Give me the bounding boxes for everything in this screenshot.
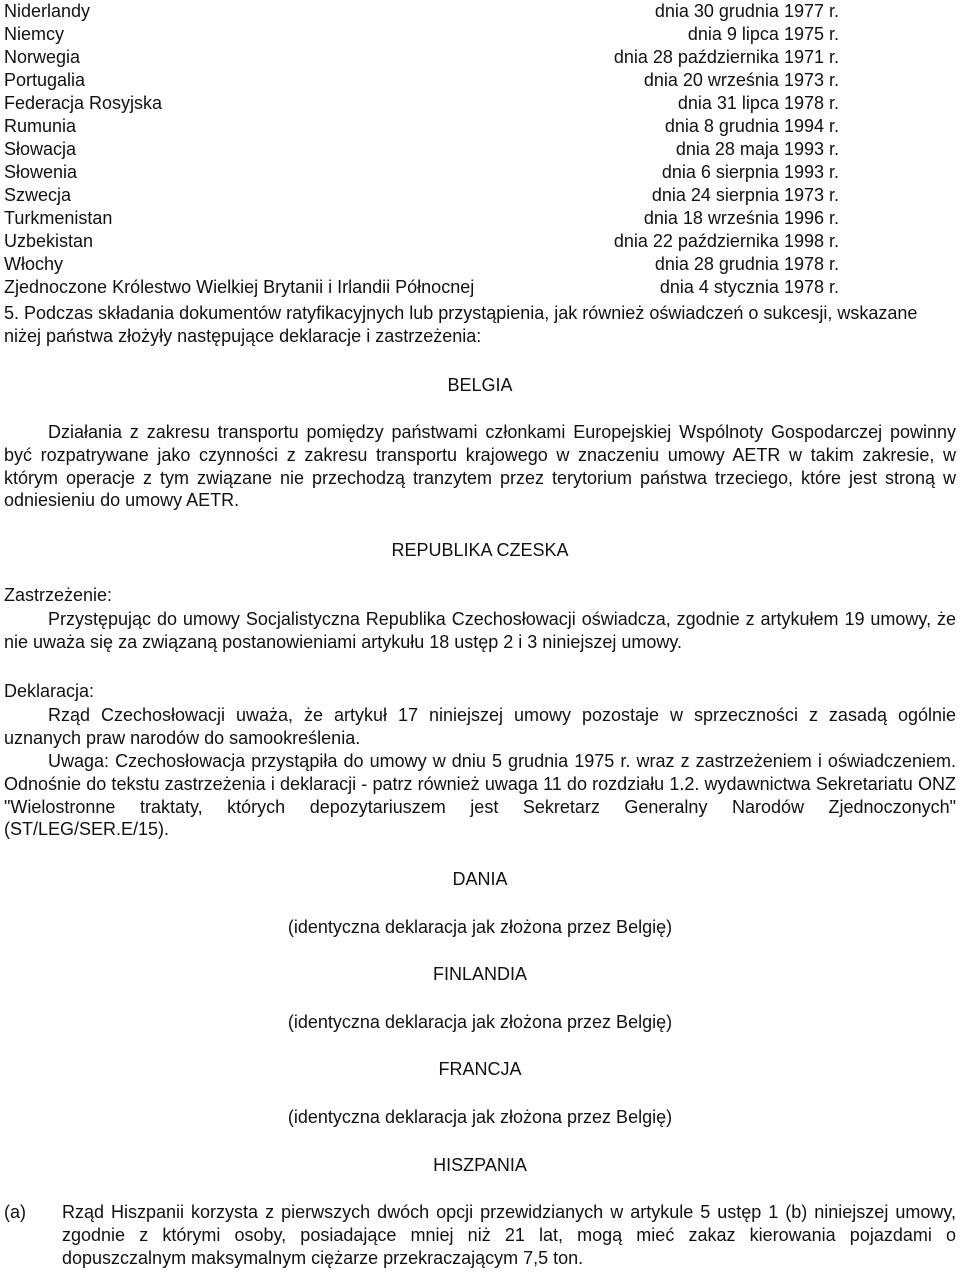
- heading-belgia: BELGIA: [447, 375, 513, 395]
- country-name: Rumunia: [4, 116, 77, 136]
- country-name: Zjednoczone Królestwo Wielkiej Brytanii i Irlandii Północnej: [4, 277, 475, 297]
- heading-dania: DANIA: [452, 869, 508, 889]
- country-name: Portugalia: [4, 70, 86, 90]
- reservation-label: Zastrzeżenie:: [4, 585, 113, 605]
- belgia-declaration: Działania z zakresu transportu pomiędzy państwami członkami Europejskiej Wspólnoty Gospodarczej powinny być rozpatrywane jako czynności z zakresu transportu krajowego w znaczeniu umowy AETR w takim zakresie, w którym operacje z tym związane nie przechodzą tranzytem przez terytorium państwa trzeciego, które jest stroną w odniesieniu do umowy AETR.: [4, 422, 956, 511]
- list-item: [4, 23, 956, 46]
- ratification-date: dnia 28 grudnia 1978 r.: [654, 254, 839, 274]
- list-item: [4, 253, 956, 276]
- ratification-date: dnia 8 grudnia 1994 r.: [664, 116, 839, 136]
- list-item: [4, 115, 956, 138]
- country-name: Włochy: [4, 254, 64, 274]
- item-marker: (a): [4, 1202, 26, 1222]
- country-name: Niderlandy: [4, 1, 91, 21]
- country-name: Turkmenistan: [4, 208, 113, 228]
- ratification-date: dnia 6 sierpnia 1993 r.: [661, 162, 839, 182]
- country-name: Norwegia: [4, 47, 81, 67]
- list-item: [4, 230, 956, 253]
- ratification-date: dnia 18 września 1996 r.: [643, 208, 839, 228]
- country-name: Niemcy: [4, 24, 65, 44]
- czech-declaration-text: Rząd Czechosłowacji uważa, że artykuł 17 niniejszej umowy pozostaje w sprzeczności z zasadą ogólnie uznanych praw narodów do samookreślenia.: [4, 705, 956, 748]
- ratification-date: dnia 28 października 1971 r.: [613, 47, 839, 67]
- heading-hiszpania: HISZPANIA: [433, 1155, 527, 1175]
- country-name: Szwecja: [4, 185, 72, 205]
- ratification-date: dnia 28 maja 1993 r.: [675, 139, 839, 159]
- section-5-paragraph: 5. Podczas składania dokumentów ratyfikacyjnych lub przystąpienia, jak również oświadczeń o sukcesji, wskazane niżej państwa złożyły następujące deklaracje i zastrzeżenia:: [4, 303, 918, 346]
- list-item: [4, 184, 956, 207]
- country-name: Federacja Rosyjska: [4, 93, 163, 113]
- ratification-date: dnia 9 lipca 1975 r.: [687, 24, 839, 44]
- ratification-date: dnia 4 stycznia 1978 r.: [659, 277, 839, 297]
- ratification-date: dnia 31 lipca 1978 r.: [677, 93, 839, 113]
- francja-declaration: (identyczna deklaracja jak złożona przez Belgię): [287, 1107, 673, 1127]
- czech-note-text: Uwaga: Czechosłowacja przystąpiła do umowy w dniu 5 grudnia 1975 r. wraz z zastrzeżeniem i oświadczeniem. Odnośnie do tekstu zastrzeżenia i deklaracji - patrz również uwaga 11 do rozdziału 1.2. wydawnictwa Sekretariatu ONZ "Wielostronne traktaty, których depozytariuszem jest Sekretarz Generalny Narodów Zjednoczonych" (ST/LEG/SER.E/15).: [4, 751, 956, 840]
- ratification-list: [4, 0, 956, 302]
- ratification-date: dnia 24 sierpnia 1973 r.: [651, 185, 839, 205]
- list-item: [4, 161, 956, 184]
- country-name: Słowacja: [4, 139, 77, 159]
- heading-republika-czeska: REPUBLIKA CZESKA: [391, 540, 569, 560]
- ratification-date: dnia 30 grudnia 1977 r.: [654, 1, 839, 21]
- list-item: [4, 276, 956, 299]
- declaration-label: Deklaracja:: [4, 681, 95, 701]
- ratification-date: dnia 20 września 1973 r.: [643, 70, 839, 90]
- heading-francja: FRANCJA: [438, 1059, 522, 1079]
- list-item: [4, 69, 956, 92]
- country-name: Uzbekistan: [4, 231, 94, 251]
- heading-finlandia: FINLANDIA: [432, 964, 528, 984]
- finlandia-declaration: (identyczna deklaracja jak złożona przez Belgię): [287, 1012, 673, 1032]
- country-name: Słowenia: [4, 162, 78, 182]
- list-item: [4, 0, 956, 23]
- list-item: [4, 92, 956, 115]
- list-item: [4, 207, 956, 230]
- czech-reservation-text: Przystępując do umowy Socjalistyczna Republika Czechosłowacji oświadcza, zgodnie z artykułem 19 umowy, że nie uważa się za związaną postanowieniami artykułu 18 ustęp 2 i 3 niniejszej umowy.: [4, 609, 956, 652]
- document-page: [4, 0, 956, 1268]
- list-item: [4, 138, 956, 161]
- dania-declaration: (identyczna deklaracja jak złożona przez Belgię): [287, 917, 673, 937]
- hiszpania-item-text: Rząd Hiszpanii korzysta z pierwszych dwóch opcji przewidzianych w artykule 5 ustęp 1 (b) niniejszej umowy, zgodnie z którymi osoby, posiadające mniej niż 21 lat, mogą mieć zakaz kierowania pojazdami o dopuszczalnym maksymalnym ciężarze przekraczającym 7,5 ton.: [62, 1202, 956, 1268]
- list-item: [4, 46, 956, 69]
- ratification-date: dnia 22 października 1998 r.: [613, 231, 839, 251]
